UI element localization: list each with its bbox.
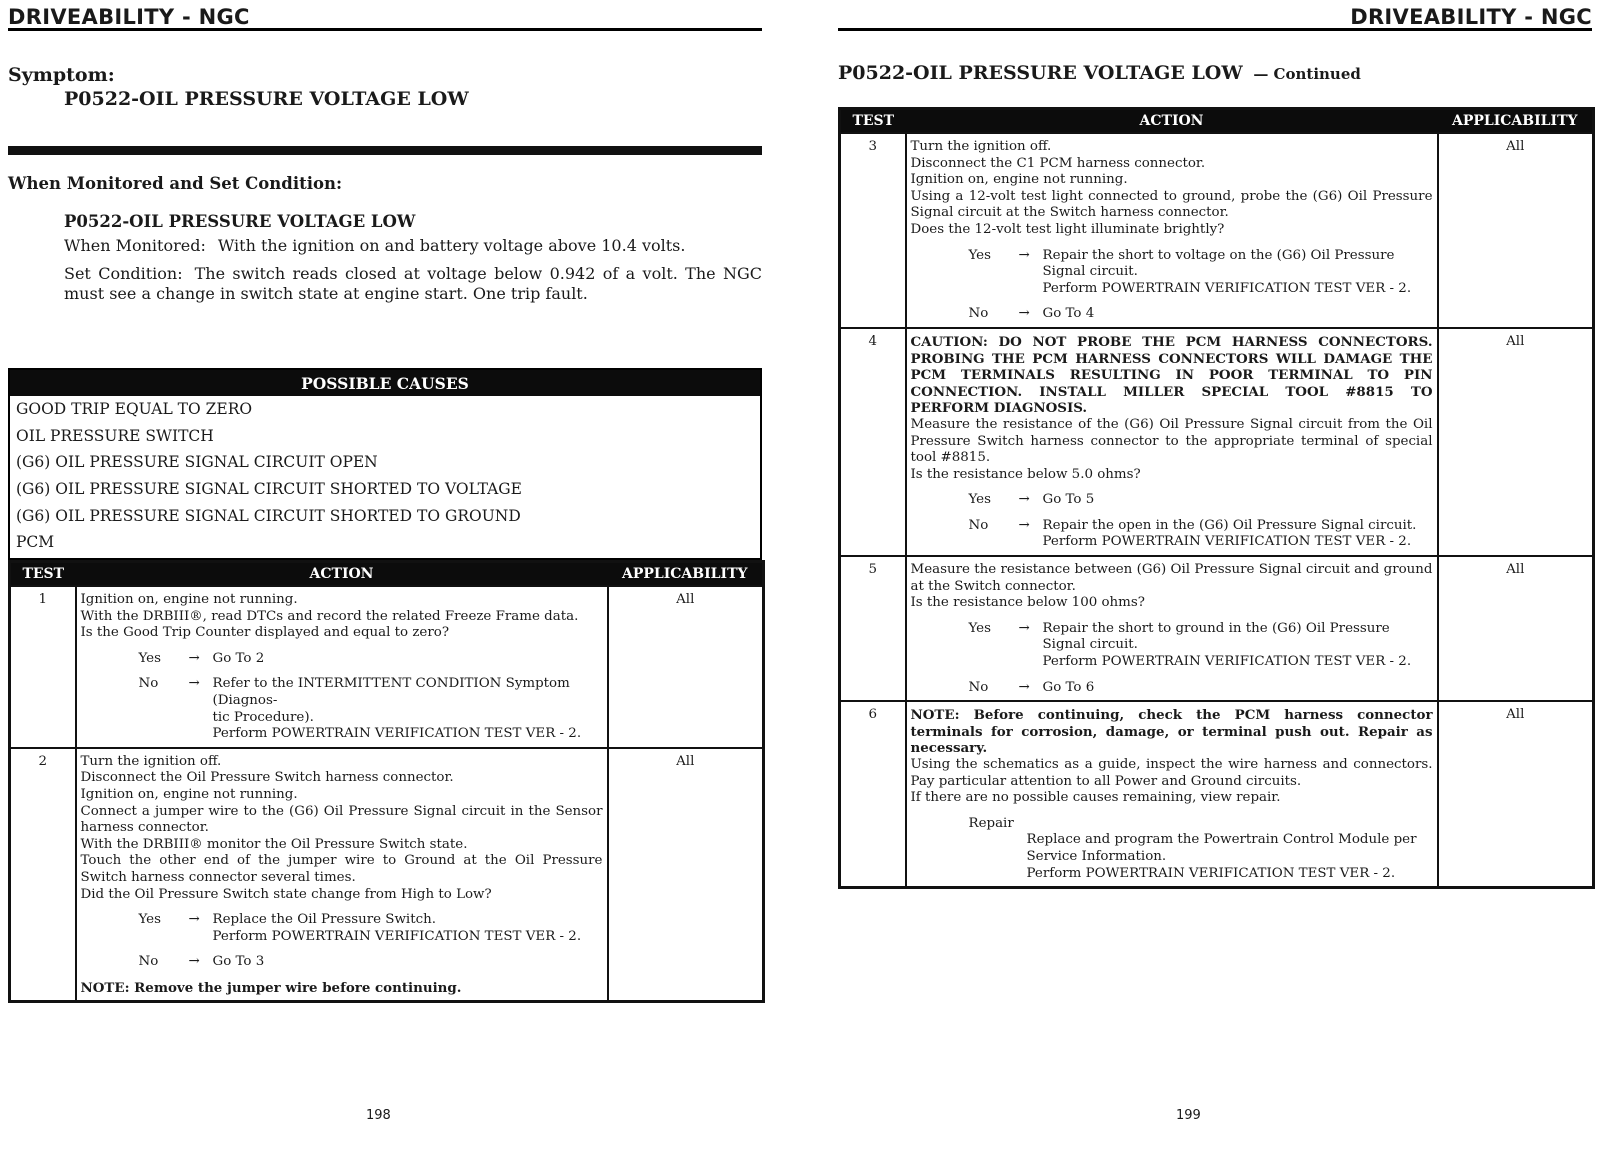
page-title: P0522-OIL PRESSURE VOLTAGE LOW [838,62,1243,84]
running-head-right: DRIVEABILITY - NGC [838,0,1592,31]
test-action [76,586,608,748]
yes-label: Yes [138,912,161,928]
cause-item: (G6) OIL PRESSURE SIGNAL CIRCUIT SHORTED TO VOLTAGE [16,480,522,499]
repair-text: Perform POWERTRAIN VERIFICATION TEST VER - 2. [1026,865,1396,881]
action-line: If there are no possible causes remaining, view repair. [910,790,1281,806]
possible-causes-list [10,396,760,558]
yes-text: Repair the short to ground in the (G6) Oil Pressure Signal circuit. [1042,620,1390,653]
action-line: Ignition on, engine not running. [80,786,298,802]
when-monitored [64,236,762,256]
set-condition-text: The switch reads closed at voltage below 0.942 of a volt. The NGC must see a change in switch state at engine start. One trip fault. [64,264,763,303]
table-row [840,701,1594,887]
action-line: Turn the ignition off. [910,139,1052,154]
action-line: Ignition on, engine not running. [910,172,1128,188]
applicability: All [1438,701,1594,887]
applicability: All [608,748,764,1002]
possible-causes-header: POSSIBLE CAUSES [10,370,760,396]
cause-item: (G6) OIL PRESSURE SIGNAL CIRCUIT OPEN [16,453,378,472]
right-page [838,0,1592,1152]
repair-text: Replace and program the Powertrain Control Module per Service Information. [1026,832,1417,864]
table-row [10,586,764,748]
test-action [906,133,1438,328]
repair-label: Repair [968,815,1014,831]
no-branch [911,518,1433,551]
test-table-right [838,107,1595,889]
monitor-heading: When Monitored and Set Condition: [8,174,343,193]
no-text: Perform POWERTRAIN VERIFICATION TEST VER - 2. [212,726,582,742]
yes-text: Replace the Oil Pressure Switch. [212,912,436,928]
no-text: Go To 3 [212,954,265,970]
applicability: All [1438,328,1594,556]
test-table-left [8,560,765,1003]
yes-label: Yes [968,247,991,263]
possible-causes-box [8,368,762,560]
action-line: Is the Good Trip Counter displayed and equal to zero? [80,625,449,641]
cause-item: OIL PRESSURE SWITCH [16,426,214,445]
action-line: Using the schematics as a guide, inspect the wire harness and connectors. Pay particular attention to all Power and Ground circuits. [910,757,1433,789]
test-action [906,701,1438,887]
arrow-icon: → [1018,306,1030,322]
action-line: Does the 12-volt test light illuminate brightly? [910,221,1225,237]
table-row [840,328,1594,556]
set-condition [64,264,762,304]
action-line: Ignition on, engine not running. [80,592,298,607]
no-text: Go To 4 [1042,306,1095,322]
page-number-left: 198 [366,1108,391,1123]
table-row [10,748,764,1002]
yes-text: Perform POWERTRAIN VERIFICATION TEST VER - 2. [212,928,582,944]
col-applicability-header: APPLICABILITY [608,562,764,587]
monitor-title: P0522-OIL PRESSURE VOLTAGE LOW [64,212,416,231]
section-divider [8,146,762,155]
test-number: 4 [840,328,906,556]
no-branch [911,680,1433,697]
no-branch [81,676,603,742]
col-test-header: TEST [10,562,76,587]
table-header-row [10,562,764,587]
yes-branch [911,621,1433,671]
no-branch [81,954,603,971]
applicability: All [608,586,764,748]
applicability: All [1438,556,1594,701]
no-label: No [968,679,989,695]
table-row [840,133,1594,328]
when-monitored-text: With the ignition on and battery voltage above 10.4 volts. [217,236,686,255]
cause-item: PCM [16,533,55,552]
yes-text: Repair the short to voltage on the (G6) Oil Pressure Signal circuit. [1042,247,1395,280]
action-line: With the DRBIII®, read DTCs and record the related Freeze Frame data. [80,608,579,624]
col-action-header: ACTION [906,109,1438,134]
yes-branch [81,912,603,945]
arrow-icon: → [1018,620,1030,636]
repair-branch [911,816,1433,882]
no-text: Repair the open in the (G6) Oil Pressure Signal circuit. [1042,517,1417,533]
arrow-icon: → [188,650,200,666]
applicability: All [1438,133,1594,328]
test-number: 6 [840,701,906,887]
action-line: Using a 12-volt test light connected to ground, probe the (G6) Oil Pressure Signal circuit at the Switch harness connector. [910,188,1433,221]
test-action [906,328,1438,556]
symptom-label: Symptom: [8,64,115,86]
arrow-icon: → [188,676,200,692]
yes-label: Yes [968,492,991,508]
arrow-icon: → [1018,679,1030,695]
cause-item: GOOD TRIP EQUAL TO ZERO [16,400,253,418]
action-line: Turn the ignition off. [80,753,222,769]
test-number: 1 [10,586,76,748]
yes-branch [81,651,603,668]
action-line: Connect a jumper wire to the (G6) Oil Pressure Signal circuit in the Sensor harness connector. [80,803,603,836]
action-line: Is the resistance below 100 ohms? [910,595,1145,611]
action-line: With the DRBIII® monitor the Oil Pressure Switch state. [80,836,468,852]
yes-text: Perform POWERTRAIN VERIFICATION TEST VER - 2. [1042,654,1412,670]
no-text: Perform POWERTRAIN VERIFICATION TEST VER - 2. [1042,534,1412,550]
no-text: tic Procedure). [212,709,314,725]
yes-label: Yes [968,620,991,636]
page-number-right: 199 [1176,1108,1201,1123]
action-line: Disconnect the C1 PCM harness connector. [910,155,1206,171]
no-label: No [138,676,159,692]
test-action [906,556,1438,701]
action-line: Measure the resistance between (G6) Oil Pressure Signal circuit and ground at the Switch connector. [910,562,1433,594]
table-row [840,556,1594,701]
arrow-icon: → [188,954,200,970]
note: NOTE: Remove the jumper wire before continuing. [80,979,462,996]
yes-branch [911,248,1433,298]
note: NOTE: Before continuing, check the PCM harness connector terminals for corrosion, damage, or terminal push out. Repair as necessary. [910,707,1433,757]
no-label: No [968,306,989,322]
yes-branch [911,492,1433,509]
test-number: 3 [840,133,906,328]
action-line: Touch the other end of the jumper wire to Ground at the Oil Pressure Switch harness connector several times. [80,853,603,885]
col-applicability-header: APPLICABILITY [1438,109,1594,134]
when-monitored-label: When Monitored: [64,236,206,255]
col-test-header: TEST [840,109,906,134]
yes-text: Go To 2 [212,650,265,666]
arrow-icon: → [1018,247,1030,263]
arrow-icon: → [1018,517,1030,533]
test-number: 5 [840,556,906,701]
arrow-icon: → [1018,492,1030,508]
table-header-row [840,109,1594,134]
no-label: No [968,517,989,533]
arrow-icon: → [188,912,200,928]
yes-text: Go To 5 [1042,492,1095,508]
no-label: No [138,954,159,970]
action-line: Is the resistance below 5.0 ohms? [910,466,1141,482]
yes-text: Perform POWERTRAIN VERIFICATION TEST VER - 2. [1042,280,1412,296]
action-line: Disconnect the Oil Pressure Switch harness connector. [80,770,454,786]
test-action [76,748,608,1002]
left-page [8,0,762,1152]
no-text: Refer to the INTERMITTENT CONDITION Symptom (Diagnos- [212,676,570,708]
set-condition-label: Set Condition: [64,264,183,283]
action-line: Did the Oil Pressure Switch state change from High to Low? [80,886,492,902]
running-head-left: DRIVEABILITY - NGC [8,0,762,31]
caution-text: CAUTION: DO NOT PROBE THE PCM HARNESS CONNECTORS. PROBING THE PCM HARNESS CONNECTORS WILL DAMAGE THE PCM TERMINALS RESULTING IN POOR TERMINAL TO PIN CONNECTION. INSTALL MILLER SPECIAL TOOL #8815 TO PERFORM DIAGNOSIS. [910,333,1433,417]
symptom-title: P0522-OIL PRESSURE VOLTAGE LOW [64,88,469,110]
no-branch [911,306,1433,323]
test-number: 2 [10,748,76,1002]
yes-label: Yes [138,650,161,666]
continued-label: — Continued [1253,65,1361,83]
no-text: Go To 6 [1042,679,1095,695]
continued-title [838,62,1361,84]
action-line: Measure the resistance of the (G6) Oil Pressure Signal circuit from the Oil Pressure Switch harness connector to the appropriate terminal of special tool #8815. [910,416,1433,466]
col-action-header: ACTION [76,562,608,587]
cause-item: (G6) OIL PRESSURE SIGNAL CIRCUIT SHORTED TO GROUND [16,506,521,525]
